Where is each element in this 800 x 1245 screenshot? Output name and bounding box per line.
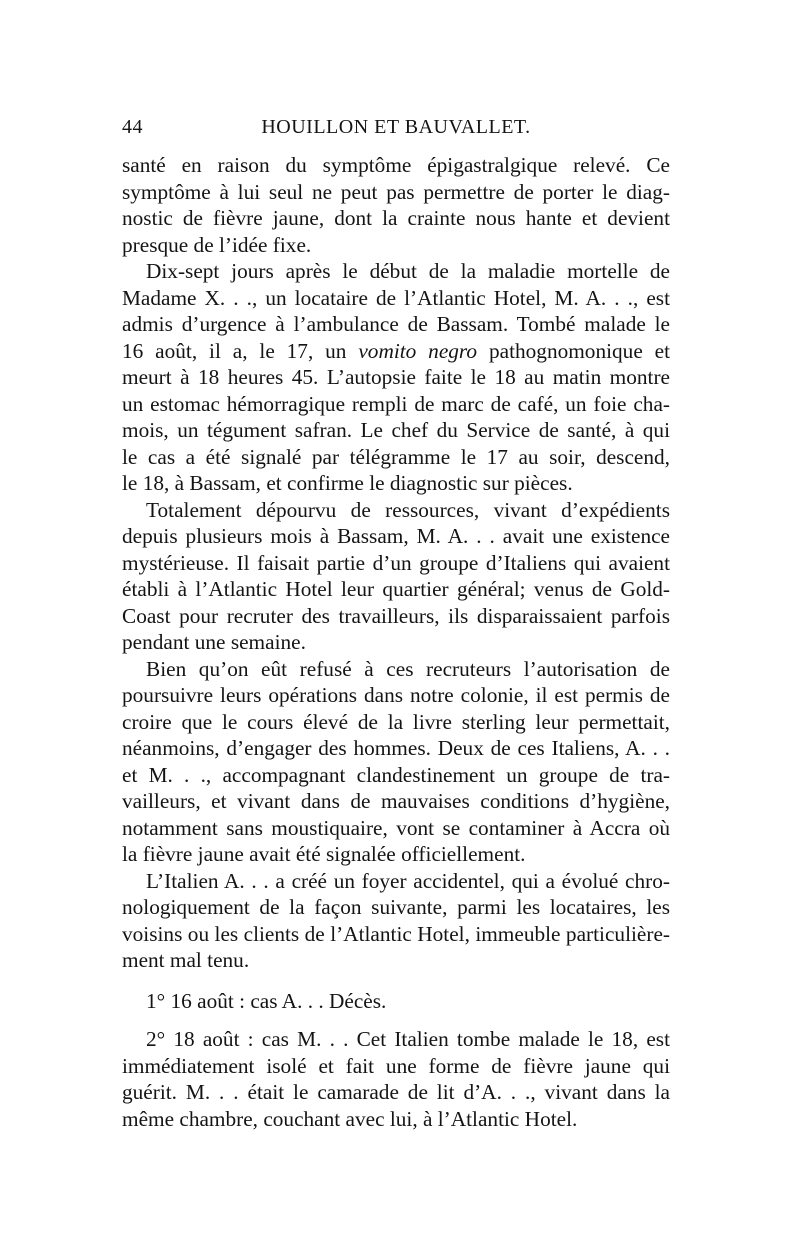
text-line: presque de l’idée fixe. <box>122 232 312 257</box>
text-line: pendant une semaine. <box>122 630 306 654</box>
text-line: établi à l’Atlantic Hotel leur quartier général; venus de Gold- <box>122 577 670 601</box>
text-line: meurt à 18 heures 45. L’autopsie faite le 18 au matin montre <box>122 365 670 389</box>
page-number: 44 <box>122 116 143 138</box>
text-line: vailleurs, et vivant dans de mauvaises conditions d’hygiène, <box>122 789 670 813</box>
text-line: notamment sans moustiquaire, vont se contaminer à Accra où <box>122 815 670 840</box>
text-line: admis d’urgence à l’ambulance de Bassam. Tombé malade le <box>122 312 670 336</box>
text-line: ment mal tenu. <box>122 948 250 972</box>
text-line: croire que le cours élevé de la livre sterling leur permettait, <box>122 709 670 734</box>
page-header <box>122 116 670 146</box>
spacer <box>122 1014 670 1026</box>
list-item: 1° 16 août : cas A. . . Décès. <box>146 988 387 1013</box>
text-line: mystérieuse. Il faisait partie d’un groupe d’Italiens qui avaient <box>122 550 670 575</box>
text-line-with-italic <box>122 338 670 365</box>
text-line: voisins ou les clients de l’Atlantic Hotel, immeuble particulière- <box>122 921 670 946</box>
text-line: un estomac hémorragique rempli de marc de café, un foie cha- <box>122 391 670 416</box>
text-line: le 18, à Bassam, et confirme le diagnostic sur pièces. <box>122 471 573 495</box>
text-line: Coast pour recruter des travailleurs, ils disparaissaient parfois <box>122 603 670 628</box>
paragraph-first-line: L’Italien A. . . a créé un foyer accidentel, qui a évolué chro- <box>146 868 670 893</box>
text-line: immédiatement isolé et fait une forme de fièvre jaune qui <box>122 1053 670 1078</box>
running-title: HOUILLON ET BAUVALLET. <box>261 116 531 138</box>
text-span: pathognomonique et <box>488 338 671 363</box>
body-text <box>122 152 670 1132</box>
italic-term: vomito negro <box>358 338 478 363</box>
list-item: 2° 18 août : cas M. . . Cet Italien tombe malade le 18, est <box>146 1027 670 1051</box>
paragraph-first-line: Dix-sept jours après le début de la maladie mortelle de <box>146 259 670 283</box>
text-line: poursuivre leurs opérations dans notre colonie, il est permis de <box>122 683 670 707</box>
text-line: guérit. M. . . était le camarade de lit d’A. . ., vivant dans la <box>122 1080 670 1104</box>
text-line: le cas a été signalé par télégramme le 17 au soir, descend, <box>122 444 670 469</box>
text-line: mois, un tégument safran. Le chef du Service de santé, à qui <box>122 418 670 442</box>
text-line: depuis plusieurs mois à Bassam, M. A. . . avait une existence <box>122 524 670 548</box>
paragraph-first-line: Totalement dépourvu de ressources, vivant d’expédients <box>146 497 670 522</box>
text-line: même chambre, couchant avec lui, à l’Atlantic Hotel. <box>122 1106 578 1131</box>
text-line: santé en raison du symptôme épigastralgique relevé. Ce <box>122 153 670 177</box>
paragraph-first-line: Bien qu’on eût refusé à ces recruteurs l’autorisation de <box>146 656 670 681</box>
text-line: Madame X. . ., un locataire de l’Atlantic Hotel, M. A. . ., est <box>122 285 670 310</box>
text-span: 16 août, il a, le 17, un <box>122 338 347 363</box>
text-line: symptôme à lui seul ne peut pas permettre de porter le diag- <box>122 179 670 204</box>
spacer <box>122 974 670 988</box>
text-line: la fièvre jaune avait été signalée officiellement. <box>122 842 526 866</box>
text-line: néanmoins, d’engager des hommes. Deux de ces Italiens, A. . . <box>122 736 670 760</box>
text-line: nologiquement de la façon suivante, parmi les locataires, les <box>122 895 670 919</box>
text-line: nostic de fièvre jaune, dont la crainte nous hante et devient <box>122 206 670 230</box>
text-line: et M. . ., accompagnant clandestinement un groupe de tra- <box>122 762 670 787</box>
